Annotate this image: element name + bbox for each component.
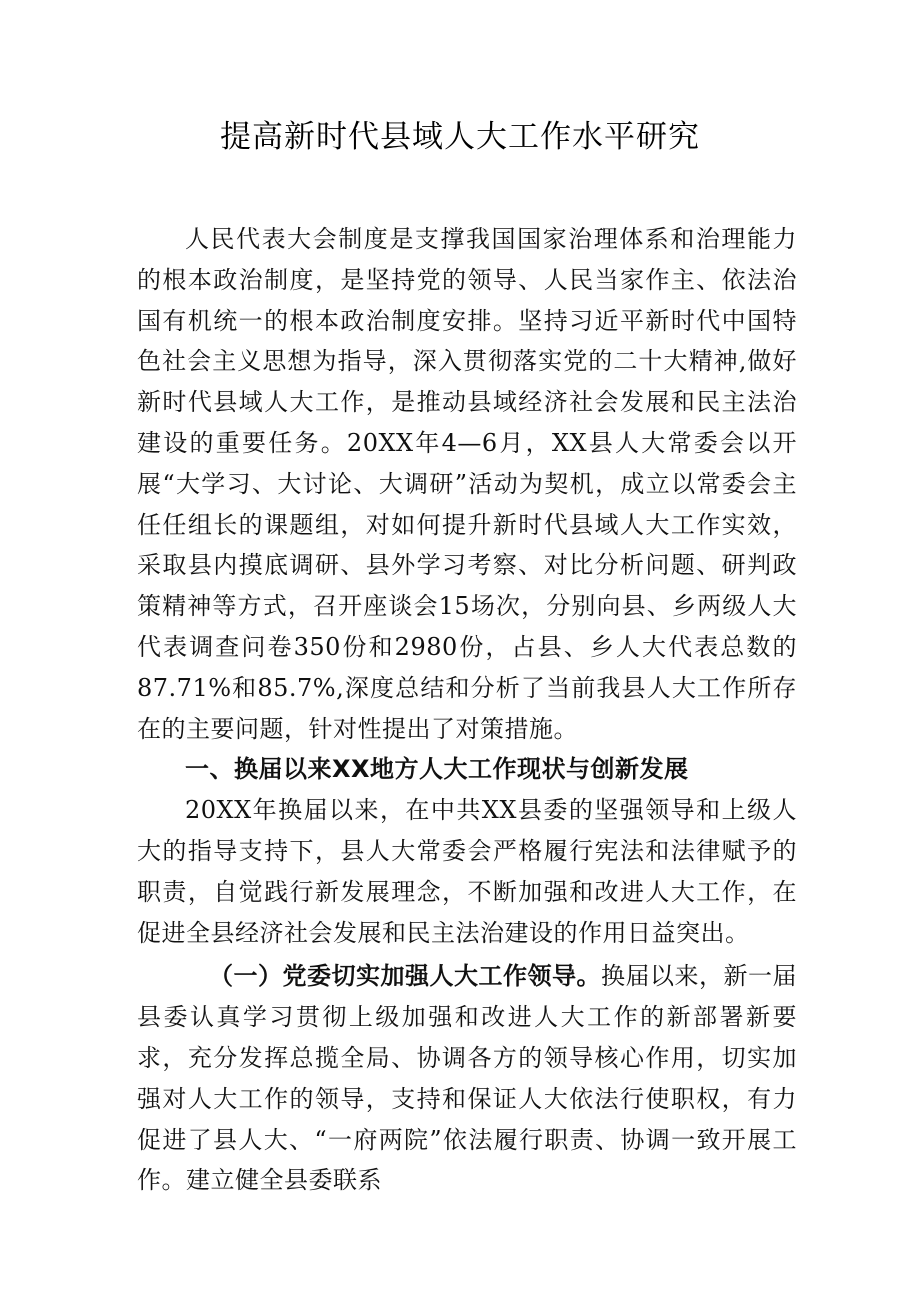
subsection-1-lead: （一）党委切实加强人大工作领导。 (209, 962, 601, 991)
document-body (137, 219, 797, 1201)
section-1-heading: 一、换届以来XX地方人大工作现状与创新发展 (185, 755, 689, 784)
subsection-1-body: 换届以来，新一届县委认真学习贯彻上级加强和改进人大工作的新部署新要求，充分发挥总揽全局、协调各方的领导核心作用，切实加强对人大工作的领导，支持和保证人大依法行使职权，有力促进了县人大、“一府两院”依法履行职责、协调一致开展工作。建立健全县委联系 (137, 962, 797, 1195)
intro-paragraph: 人民代表大会制度是支撑我国国家治理体系和治理能力的根本政治制度，是坚持党的领导、人民当家作主、依法治国有机统一的根本政治制度安排。坚持习近平新时代中国特色社会主义思想为指导，深入贯彻落实党的二十大精神,做好新时代县域人大工作，是推动县域经济社会发展和民主法治建设的重要任务。20XX年4—6月，XX县人大常委会以开展“大学习、大讨论、大调研”活动为契机，成立以常委会主任任组长的课题组，对如何提升新时代县域人大工作实效，采取县内摸底调研、县外学习考察、对比分析问题、研判政策精神等方式，召开座谈会15场次，分别向县、乡两级人大代表调查问卷350份和2980份，占县、乡人大代表总数的87.71%和85.7%,深度总结和分析了当前我县人大工作所存在的主要问题，针对性提出了对策措施。 (137, 225, 797, 743)
document-title: 提高新时代县域人大工作水平研究 (220, 119, 700, 155)
section-1-paragraph: 20XX年换届以来，在中共XX县委的坚强领导和上级人大的指导支持下，县人大常委会严格履行宪法和法律赋予的职责，自觉践行新发展理念，不断加强和改进人大工作，在促进全县经济社会发展和民主法治建设的作用日益突出。 (137, 796, 797, 947)
subsection-1-paragraph (137, 956, 797, 1201)
